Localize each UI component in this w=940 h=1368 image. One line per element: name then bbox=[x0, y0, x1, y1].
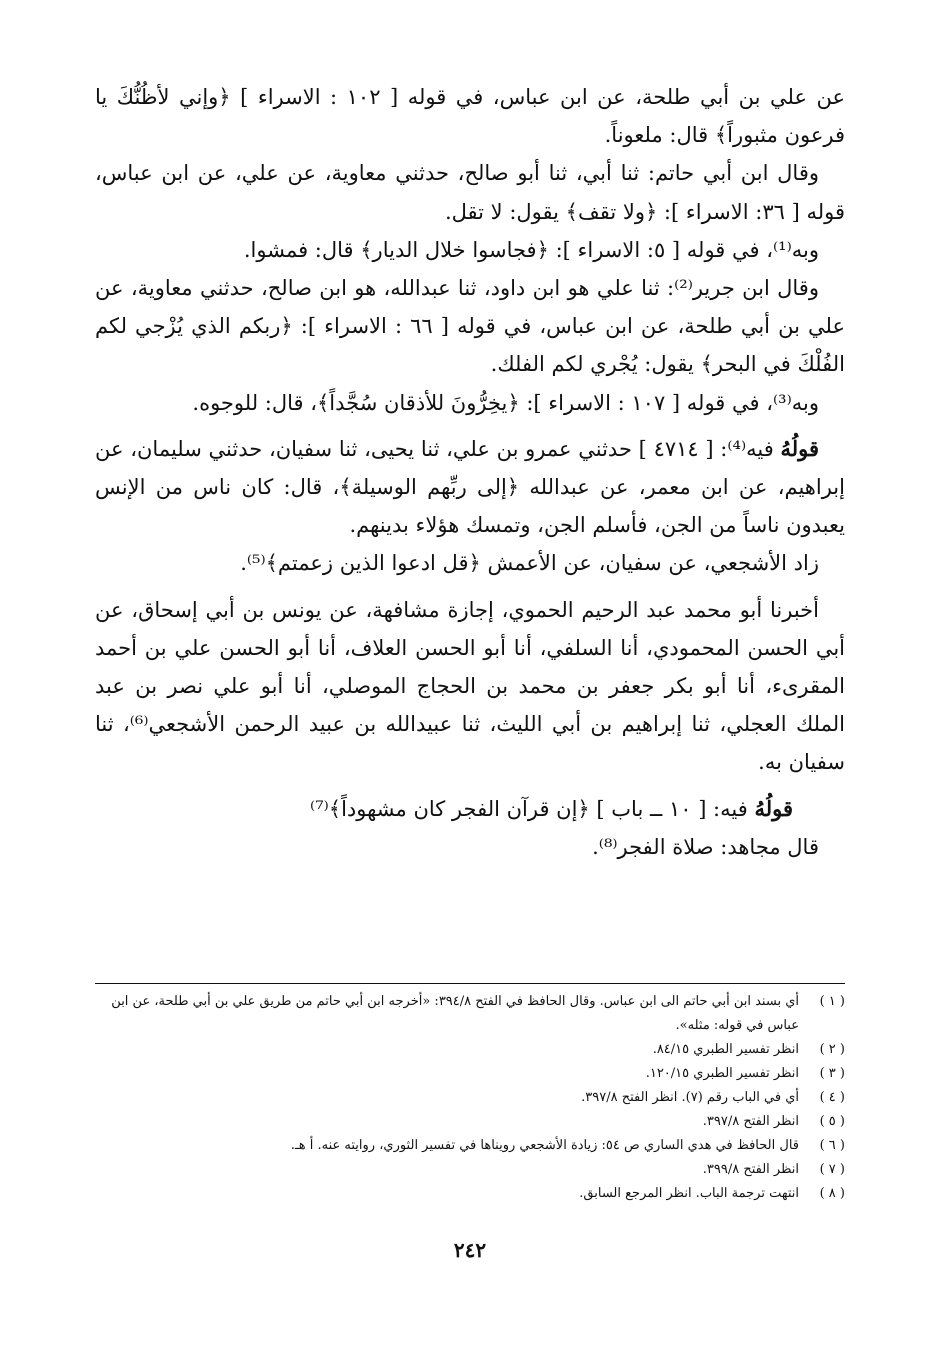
footnote-text: انتهت ترجمة الباب. انظر المرجع السابق. bbox=[579, 1186, 799, 1201]
paragraph-6 bbox=[95, 430, 845, 545]
footnote bbox=[95, 1134, 845, 1158]
footnote-text: أي بسند ابن أبي حاتم الى ابن عباس. وقال الحافظ في الفتح ٣٩٤/٨: «أخرجه ابن أبي حاتم من طريق علي بن أبي طلحة، عن ابن عباس في قوله: مثله». bbox=[111, 994, 799, 1033]
footnotes bbox=[95, 990, 845, 1206]
footnote-divider bbox=[95, 983, 845, 984]
footnote-number: ( ٦ ) bbox=[819, 1138, 845, 1153]
footnote-text: انظر الفتح ٣٩٧/٨. bbox=[702, 1114, 799, 1129]
footnote-text: قال الحافظ في هدي الساري ص ٥٤: زيادة الأشجعي رويناها في تفسير الثوري، روايته عنه. أ هـ. bbox=[290, 1138, 799, 1153]
footnote bbox=[95, 1110, 845, 1134]
qawluhu-label-2: قولُهُ bbox=[754, 795, 793, 821]
paragraph-4: وقال ابن جرير⁽²⁾: ثنا علي هو ابن داود، ثنا عبدالله، هو ابن صالح، حدثني معاوية، عن علي بن أبي طلحة، عن ابن عباس، في قوله [ ٦٦ : الاسراء ]: ﴿ربكم الذي يُزْجي لكم الفُلْكَ في البحر﴾ يقول: يُجْري لكم الفلك. bbox=[95, 276, 846, 377]
footnote-number: ( ٨ ) bbox=[819, 1186, 845, 1201]
paragraph-1: عن علي بن أبي طلحة، عن ابن عباس، في قوله [ ١٠٢ : الاسراء ] ﴿وإني لأظُنُّكَ يا فرعون مثبوراً﴾ قال: ملعوناً. bbox=[95, 85, 846, 148]
footnote-text: انظر تفسير الطبري ٨٤/١٥. bbox=[652, 1042, 799, 1057]
paragraph-9 bbox=[95, 790, 845, 828]
footnote-text: انظر الفتح ٣٩٩/٨. bbox=[702, 1162, 799, 1177]
footnote-number: ( ٧ ) bbox=[819, 1162, 845, 1177]
footnote-number: ( ٤ ) bbox=[819, 1090, 845, 1105]
footnote-number: ( ١ ) bbox=[819, 994, 845, 1009]
footnote bbox=[95, 990, 845, 1038]
paragraph-2: وقال ابن أبي حاتم: ثنا أبي، ثنا أبو صالح، حدثني معاوية، عن علي، عن ابن عباس، قوله [ ٣٦: الاسراء ]: ﴿ولا تقف﴾ يقول: لا تقل. bbox=[95, 161, 845, 224]
paragraph-5: وبه⁽³⁾، في قوله [ ١٠٧ : الاسراء ]: ﴿يخِرُّونَ للأذقان سُجَّداً﴾، قال: للوجوه. bbox=[192, 390, 819, 415]
paragraph-6-text: فيه⁽⁴⁾: [ ٤٧١٤ ] حدثني عمرو بن علي، ثنا يحيى، ثنا سفيان، حدثني سليمان، عن إبراهيم، عن ابن معمر، عن عبدالله ﴿إلى ربِّهم الوسيلة﴾، قال: كان ناس من الإنس يعبدون ناساً من الجن، فأسلم الجن، وتمسك هؤلاء بدينهم. bbox=[95, 436, 845, 538]
footnote-text: أي في الباب رقم (٧). انظر الفتح ٣٩٧/٨. bbox=[581, 1090, 799, 1105]
footnote bbox=[95, 1182, 845, 1206]
main-text bbox=[95, 78, 845, 866]
qawluhu-label: قولُهُ bbox=[780, 435, 820, 461]
page-number: ٢٤٢ bbox=[453, 1238, 487, 1262]
footnote-text: انظر تفسير الطبري ١٢٠/١٥. bbox=[645, 1066, 799, 1081]
paragraph-10: قال مجاهد: صلاة الفجر⁽⁸⁾. bbox=[592, 834, 819, 859]
paragraph-7: زاد الأشجعي، عن سفيان، عن الأعمش ﴿قل ادعوا الذين زعمتم﴾⁽⁵⁾. bbox=[240, 551, 819, 576]
footnote-number: ( ٢ ) bbox=[819, 1042, 845, 1057]
footnote bbox=[95, 1038, 845, 1062]
paragraph-9-text: فيه: [ ١٠ ــ باب ] ﴿إن قرآن الفجر كان مشهوداً﴾⁽⁷⁾ bbox=[310, 796, 755, 821]
footnote bbox=[95, 1086, 845, 1110]
footnote bbox=[95, 1062, 845, 1086]
footnote bbox=[95, 1158, 845, 1182]
paragraph-8: أخبرنا أبو محمد عبد الرحيم الحموي، إجازة مشافهة، عن يونس بن أبي إسحاق، عن أبي الحسن المحمودي، أنا السلفي، أنا أبو الحسن العلاف، أنا أبو الحسن علي بن أحمد المقرىء، أنا أبو بكر جعفر بن محمد بن الحجاج الموصلي، أنا أبو علي نصر بن عبد الملك العجلي، ثنا إبراهيم بن أبي الليث، ثنا عبيدالله بن عبيد الرحمن الأشجعي⁽⁶⁾، ثنا سفيان به. bbox=[95, 597, 845, 775]
footnote-number: ( ٥ ) bbox=[819, 1114, 845, 1129]
footnote-number: ( ٣ ) bbox=[819, 1066, 845, 1081]
paragraph-3: وبه⁽¹⁾، في قوله [ ٥: الاسراء ]: ﴿فجاسوا خلال الديار﴾ قال: فمشوا. bbox=[243, 237, 819, 262]
